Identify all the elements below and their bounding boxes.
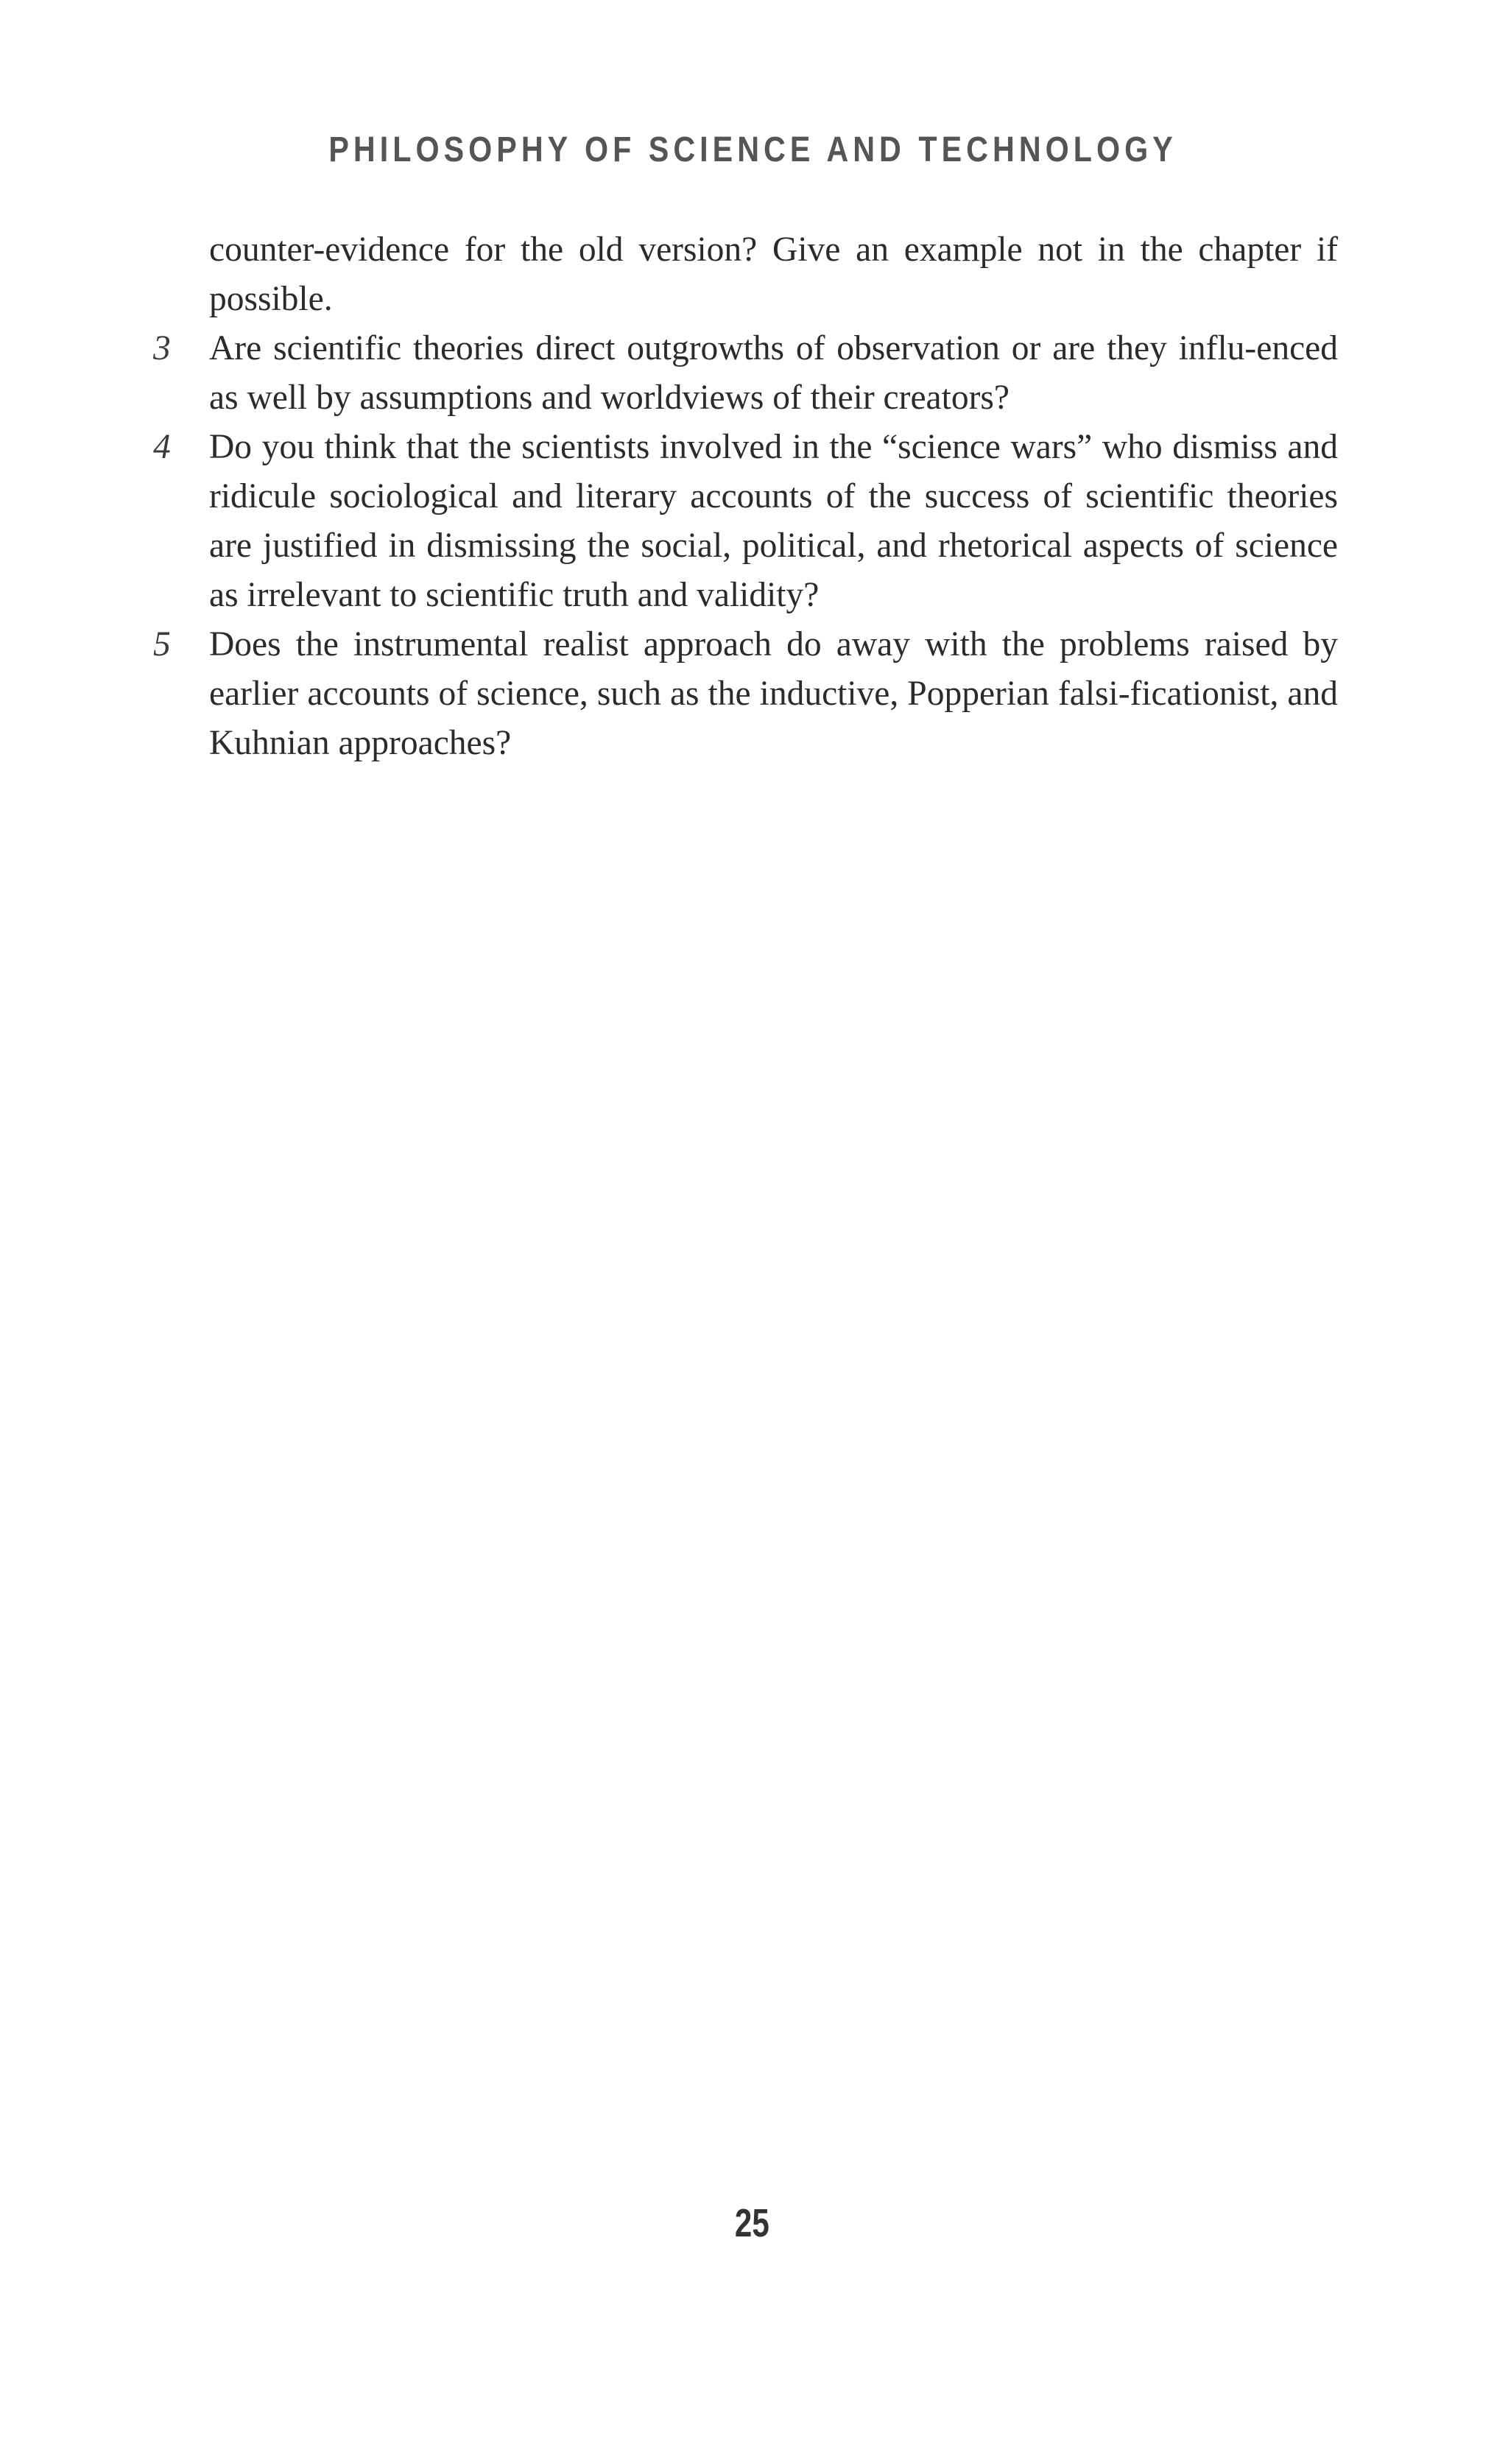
question-item: [153, 620, 1338, 768]
question-text: Does the instrumental realist approach do away with the problems raised by earlier accounts of science, such as the inductive, Popperian falsi-ficationist, and Kuhnian approaches?: [209, 625, 1338, 762]
page-number: 25: [734, 2201, 769, 2245]
question-number: 3: [153, 329, 171, 367]
question-item: [153, 324, 1338, 423]
question-number: 4: [153, 428, 171, 466]
question-item: [153, 423, 1338, 620]
study-questions-list: [153, 225, 1338, 768]
question-text: Are scientific theories direct outgrowths of observation or are they influ-enced as well by assumptions and worldviews of their creators?: [209, 329, 1338, 417]
question-text: counter-evidence for the old version? Give an example not in the chapter if possible.: [209, 230, 1338, 318]
question-text: Do you think that the scientists involved in the “science wars” who dismiss and ridicule sociological and literary accounts of the success of scientific theories are justified in dismissing the social, political, and rhetorical aspects of science as irrelevant to scientific truth and validity?: [209, 428, 1338, 614]
question-continued: [209, 225, 1338, 324]
question-number: 5: [153, 625, 171, 663]
running-head-title: PHILOSOPHY OF SCIENCE AND TECHNOLOGY: [328, 130, 1177, 169]
